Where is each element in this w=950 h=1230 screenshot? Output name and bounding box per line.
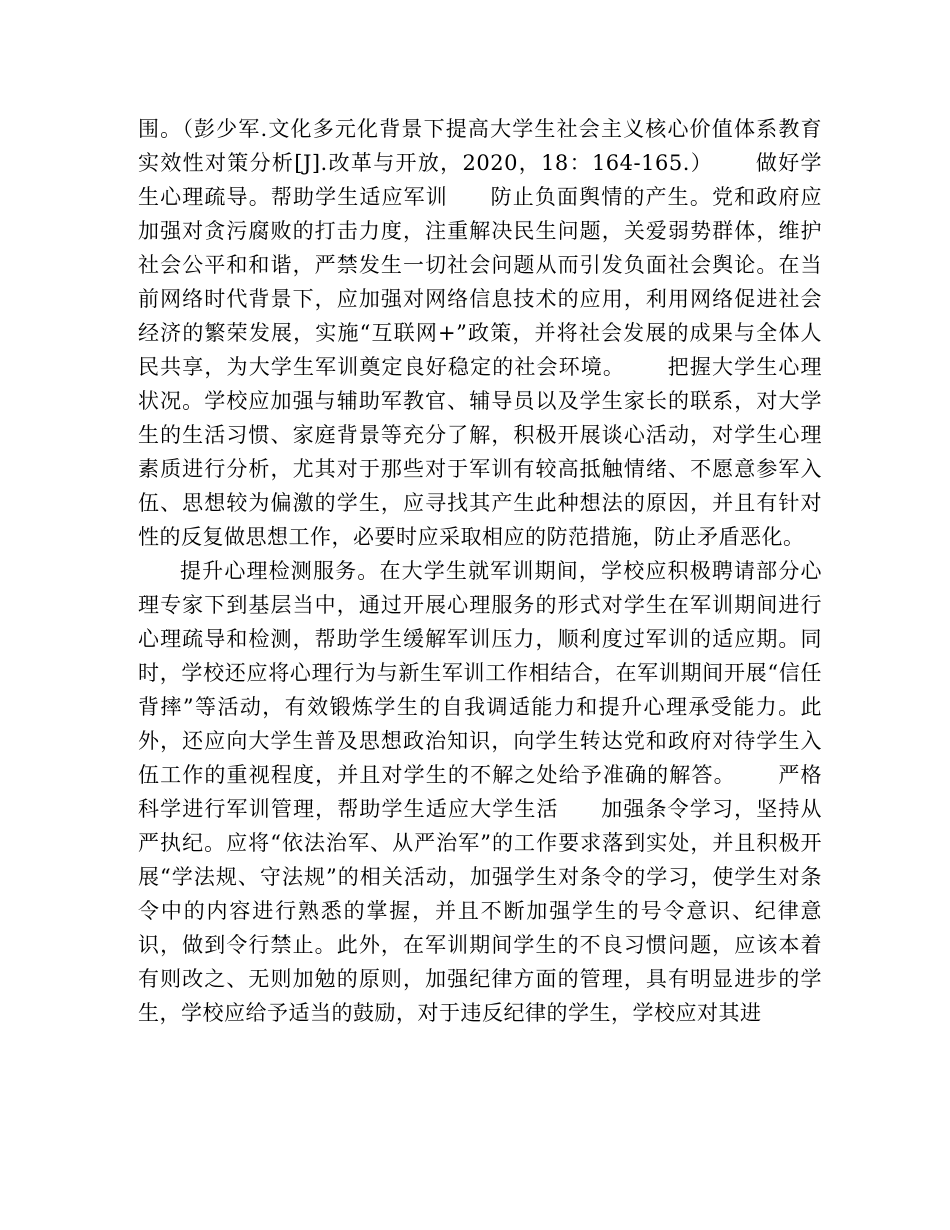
text-segment: 加强条令学习，坚持从严执纪。应将“依法治军、从严治军”的工作要求落到实处，并且积极开展“学法规、守法规”的相关活动，加强学生对条令的学习，使学生对条令中的内容进行熟悉的掌握，并且不断加强学生的号令意识、纪律意识，做到令行禁止。此外，在军训期间学生的不良习惯问题，应该本着有则改之、无则加勉的原则，加强纪律方面的管理，具有明显进步的学生，学校应给予适当的鼓励，对于违反纪律的学生，学校应对其进 [138, 797, 823, 1025]
paragraph-2 [138, 554, 822, 1030]
text-segment: 把握大学生心理状况。学校应加强与辅助军教官、辅导员以及学生家长的联系，对大学生的生活习惯、家庭背景等充分了解，积极开展谈心活动，对学生心理素质进行分析，尤其对于那些对于军训有较高抵触情绪、不愿意参军入伍、思想较为偏激的学生，应寻找其产生此种想法的原因，并且有针对性的反复做思想工作，必要时应采取相应的防范措施，防止矛盾恶化。 [138, 355, 823, 549]
text-segment: 做好学生心理疏导。帮助学生适应军训 [138, 151, 822, 209]
text-segment: 严格科学进行军训管理，帮助学生适应大学生活 [138, 763, 823, 821]
document-page [138, 112, 822, 1030]
text-segment: 防止负面舆情的产生。党和政府应加强对贪污腐败的打击力度，注重解决民生问题，关爱弱势群体，维护社会公平和和谐，严禁发生一切社会问题从而引发负面社会舆论。在当前网络时代背景下，应加强对网络信息技术的应用，利用网络促进社会经济的繁荣发展，实施“互联网+”政策，并将社会发展的成果与全体人民共享，为大学生军训奠定良好稳定的社会环境。 [138, 185, 823, 379]
paragraph-1 [138, 112, 822, 554]
text-segment: 提升心理检测服务。在大学生就军训期间，学校应积极聘请部分心理专家下到基层当中，通过开展心理服务的形式对学生在军训期间进行心理疏导和检测，帮助学生缓解军训压力，顺利度过军训的适应期。同时，学校还应将心理行为与新生军训工作相结合，在军训期间开展“信任背摔”等活动，有效锻炼学生的自我调适能力和提升心理承受能力。此外，还应向大学生普及思想政治知识，向学生转达党和政府对待学生入伍工作的重视程度，并且对学生的不解之处给予准确的解答。 [138, 559, 822, 787]
text-segment: 围。（彭少军.文化多元化背景下提高大学生社会主义核心价值体系教育实效性对策分析[J].改革与开放，2020，18：164-165.） [138, 117, 822, 175]
